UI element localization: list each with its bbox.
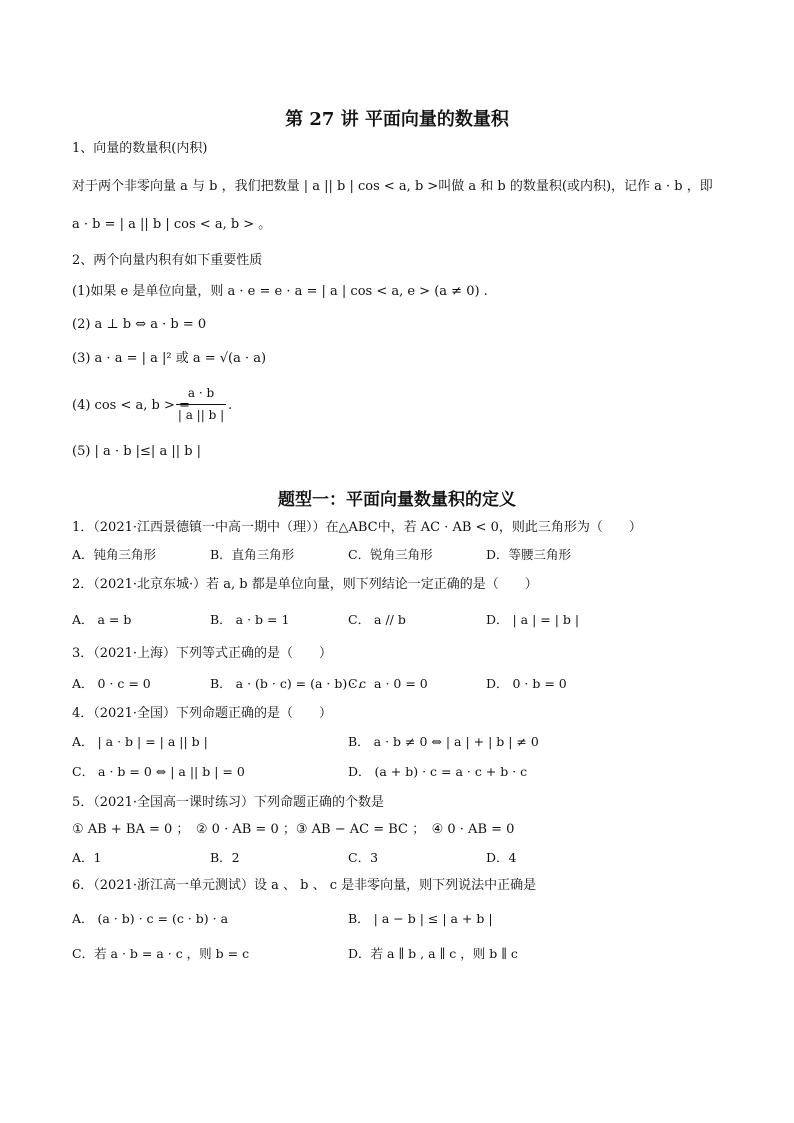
question-6-option-a[interactable]: A． (a · b) · c = (c · b) · a bbox=[72, 911, 229, 926]
property-3: (3) a · a = | a |² 或 a = √(a · a) bbox=[72, 351, 267, 366]
question-1-option-b[interactable]: B．直角三角形 bbox=[210, 547, 295, 562]
question-6-option-b[interactable]: B． | a − b | ≤ | a + b | bbox=[348, 911, 493, 926]
heading-properties: 2、两个向量内积有如下重要性质 bbox=[72, 253, 263, 268]
question-5-statements: ① AB + BA = 0 ； ② 0 · AB = 0 ；③ AB − AC = BC ； ④ 0 · AB = 0 bbox=[72, 822, 515, 837]
question-6-stem: 6．（2021·浙江高一单元测试）设 a 、 b 、 c 是非零向量，则下列说法中正确是 bbox=[72, 878, 537, 893]
question-3-option-d[interactable]: D． 0 · b = 0 bbox=[486, 676, 567, 691]
question-5-option-d[interactable]: D．4 bbox=[486, 850, 517, 865]
question-6-option-c[interactable]: C．若 a · b = a · c ，则 b = c bbox=[72, 946, 250, 961]
question-1-option-a[interactable]: A．钝角三角形 bbox=[72, 547, 157, 562]
question-2-option-a[interactable]: A． a = b bbox=[72, 612, 132, 627]
question-3-option-c[interactable]: C． a · 0 = 0 bbox=[348, 676, 428, 691]
question-3-stem: 3．（2021·上海）下列等式正确的是（ ） bbox=[72, 646, 332, 661]
question-5-option-a[interactable]: A．1 bbox=[72, 850, 102, 865]
question-1-stem: 1．（2021·江西景德镇一中高一期中（理））在△ABC中，若 AC · AB < 0，则此三角形为（ ） bbox=[72, 520, 642, 535]
question-2-option-c[interactable]: C． a // b bbox=[348, 612, 406, 627]
section-title: 题型一：平面向量数量积的定义 bbox=[278, 490, 516, 510]
property-2: (2) a ⊥ b ⇔ a · b = 0 bbox=[72, 317, 207, 332]
question-1-option-d[interactable]: D．等腰三角形 bbox=[486, 547, 572, 562]
question-5-option-b[interactable]: B．2 bbox=[210, 850, 240, 865]
question-1-option-c[interactable]: C．锐角三角形 bbox=[348, 547, 433, 562]
definition-line-1: 对于两个非零向量 a 与 b ，我们把数量 | a || b | cos < a, b >叫做 a 和 b 的数量积(或内积)，记作 a · b ，即 bbox=[72, 179, 713, 194]
question-6-option-d[interactable]: D．若 a ∥ b , a ∥ c ，则 b ∥ c bbox=[348, 946, 518, 961]
question-4-option-c[interactable]: C． a · b = 0 ⇔ | a || b | = 0 bbox=[72, 764, 245, 779]
question-4-option-a[interactable]: A． | a · b | = | a || b | bbox=[72, 734, 208, 749]
fraction-bar bbox=[176, 404, 226, 405]
property-5: (5) | a · b |≤| a || b | bbox=[72, 444, 202, 459]
question-4-option-d[interactable]: D． (a + b) · c = a · c + b · c bbox=[348, 764, 528, 779]
property-4-numerator: a · b bbox=[187, 386, 215, 400]
property-4-left: (4) cos < a, b > = bbox=[72, 398, 190, 413]
page-title: 第 27 讲 平面向量的数量积 bbox=[285, 109, 509, 130]
question-3-option-a[interactable]: A． 0 · c = 0 bbox=[72, 676, 151, 691]
definition-line-2: a · b = | a || b | cos < a, b > 。 bbox=[72, 217, 272, 232]
question-2-stem: 2．（2021·北京东城·）若 a, b 都是单位向量，则下列结论一定正确的是（ ） bbox=[72, 577, 538, 592]
heading-inner-product: 1、向量的数量积(内积) bbox=[72, 141, 208, 156]
question-4-stem: 4．（2021·全国）下列命题正确的是（ ） bbox=[72, 706, 332, 721]
question-3-option-b[interactable]: B． a · (b · c) = (a · b) · c bbox=[210, 676, 367, 691]
question-2-option-b[interactable]: B． a · b = 1 bbox=[210, 612, 290, 627]
question-5-option-c[interactable]: C．3 bbox=[348, 850, 379, 865]
question-5-stem: 5．（2021·全国高一课时练习）下列命题正确的个数是 bbox=[72, 795, 384, 810]
question-4-option-b[interactable]: B． a · b ≠ 0 ⇔ | a | + | b | ≠ 0 bbox=[348, 734, 539, 749]
property-4-end: . bbox=[228, 398, 233, 413]
property-1: (1)如果 e 是单位向量，则 a · e = e · a = | a | cos < a, e > (a ≠ 0) . bbox=[72, 284, 488, 299]
property-4-denominator: | a || b | bbox=[177, 408, 225, 422]
question-2-option-d[interactable]: D． | a | = | b | bbox=[486, 612, 580, 627]
